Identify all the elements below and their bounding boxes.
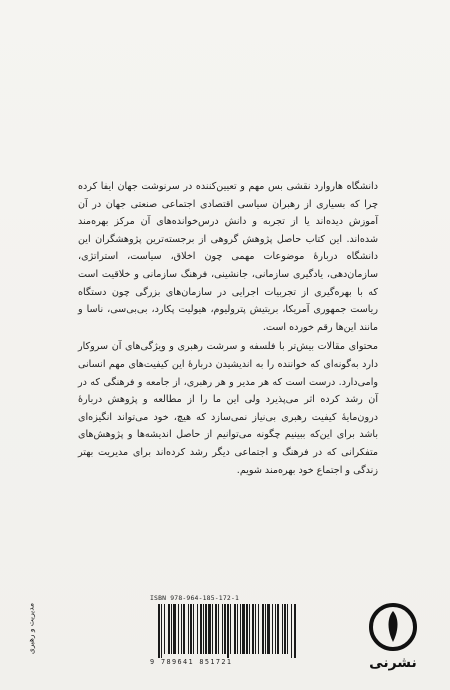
barcode-bar: [212, 604, 213, 654]
barcode-bar: [240, 604, 241, 654]
barcode-bar: [237, 604, 238, 654]
barcode-bar: [246, 604, 248, 654]
publisher-emblem-icon: [368, 600, 418, 654]
barcode-bar: [265, 604, 266, 654]
barcode-bar: [255, 604, 256, 654]
barcode-bar: [252, 604, 254, 654]
vertical-caption: [22, 592, 38, 672]
barcode-bar: [227, 604, 229, 658]
barcode-bar: [193, 604, 194, 654]
isbn-label: ISBN 978-964-185-172-1: [150, 594, 240, 602]
publisher-logo: [368, 600, 418, 680]
barcode-bar: [222, 604, 223, 654]
description-paragraph-1: دانشگاه هاروارد نقشی بس مهم و تعیین‌کننده در سرنوشت جهان ایفا کرده چرا که بسیاری از رهبران سیاسی اقتصادی اجتماعی صنعتی جهان در آن آموزش دیده‌اند یا از تجربه و دانش درس‌خوانده‌های آن مرکز بهره‌مند شده‌اند. این کتاب حاصل پژوهش گروهی از برجسته‌ترین پژوهشگران این دانشگاه درباره‌ٔ موضوعات مهمی چون اخلاق، سیاست، استراتژی، سازمان‌دهی، یادگیری سازمانی، جانشینی، فرهنگ سازمانی و خلاقیت است که با بهره‌گیری از تجربیات اجرایی در سازمان‌های بزرگی چون دستگاه ریاست جمهوری آمریکا، بریتیش پترولیوم، هیولیت پکارد، بی‌بی‌سی، ناسا و مانند این‌ها رقم خورده است.: [78, 181, 378, 333]
barcode-bar: [178, 604, 179, 654]
barcode-bar: [164, 604, 165, 654]
barcode-bar: [205, 604, 207, 654]
barcode-bar: [168, 604, 170, 654]
cover-description: [78, 178, 378, 481]
barcode-bar: [181, 604, 182, 654]
barcode-bar: [267, 604, 270, 654]
barcode-digits: 9 789641 851721: [150, 658, 233, 666]
barcode-bar: [208, 604, 211, 654]
barcode-bar: [188, 604, 189, 654]
barcode-bar: [284, 604, 286, 654]
barcode-bar: [282, 604, 283, 654]
barcode-bar: [258, 604, 259, 654]
barcode-bar: [262, 604, 264, 654]
description-paragraph-2: محتوای مقالات بیش‌تر با فلسفه و سرشت رهبری و ویژگی‌های آن سروکار دارد به‌گونه‌ای که خواننده را به اندیشیدن درباره‌ٔ این کیفیت‌های مهم انسانی وامی‌دارد. درست است که هر مدیر و هر رهبری، از جامعه و فرهنگی که در آن رشد کرده اثر می‌پذیرد ولی این ما را از مطالعه و پژوهش درباره‌ٔ درون‌مایه‌ٔ کیفیت رهبری بی‌نیاز نمی‌سازد که هیچ، خود می‌تواند انگیزه‌ای باشد برای این‌که ببینیم چگونه می‌توانیم از حاصل اندیشه‌ها و پژوهش‌های متفکرانی که در فرهنگ و اجتماعی دیگر رشد کرده‌اند برای مدیریت بهتر زندگی و اجتماع خود بهره‌مند شویم.: [78, 341, 378, 476]
barcode-bar: [272, 604, 273, 654]
barcode-bar: [161, 604, 162, 658]
barcode-bar: [249, 604, 250, 654]
barcode-bar: [230, 604, 231, 654]
barcode-bar: [275, 604, 276, 654]
barcode-bar: [287, 604, 288, 654]
barcode: [156, 604, 298, 658]
barcode-bar: [277, 604, 279, 654]
isbn-barcode-block: [150, 594, 302, 672]
barcode-bar: [173, 604, 176, 654]
barcode-bar: [224, 604, 226, 654]
barcode-bar: [294, 604, 296, 658]
barcode-bar: [183, 604, 185, 654]
barcode-bar: [190, 604, 192, 654]
barcode-bar: [234, 604, 236, 654]
barcode-bar: [158, 604, 160, 658]
barcode-bar: [291, 604, 292, 658]
barcode-bar: [171, 604, 172, 654]
barcode-bar: [200, 604, 202, 654]
barcode-bar: [197, 604, 198, 654]
vertical-caption-text: مدیریت و رهبری: [26, 602, 36, 655]
barcode-bar: [203, 604, 204, 654]
barcode-bar: [215, 604, 217, 654]
barcode-bar: [242, 604, 245, 654]
barcode-bar: [218, 604, 219, 654]
publisher-name: نشرنی: [369, 655, 417, 671]
